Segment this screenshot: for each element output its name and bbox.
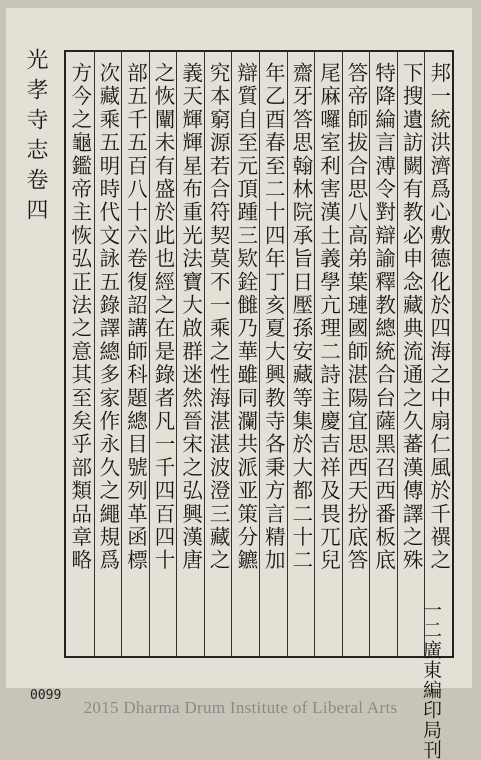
text-column xyxy=(66,52,94,656)
page-number: 0099 xyxy=(30,688,62,703)
text-column xyxy=(94,52,122,656)
text-column xyxy=(204,52,232,656)
column-text: 究本窮源若合符契莫不一乘之性海湛湛波澄三藏之 xyxy=(206,62,231,573)
column-text: 齋牙答思翰林院承旨日壓孫安藏等集於大都二十二 xyxy=(288,62,313,573)
column-text: 尾麻囉室利害漢土義學亢理二詩主慶吉祥及畏兀兒 xyxy=(316,62,341,573)
margin-title: 光孝寺志卷四 xyxy=(23,48,48,228)
column-text: 次藏乘五明時代文詠五錄譯總多家作永久之繩規爲 xyxy=(95,62,120,573)
column-text: 義天輝輝星布重光法寶大啟群迷然晉宋之弘興漢唐 xyxy=(178,62,203,573)
watermark: 2015 Dharma Drum Institute of Liberal Arts xyxy=(83,698,398,717)
column-text: 特降綸言溥令對辯諭釋教總統合台薩黑召西番板底 xyxy=(371,62,396,573)
text-column xyxy=(314,52,342,656)
column-text: 之恢闡未有盛於此也經之在是錄者凡一千四百四十 xyxy=(151,62,176,573)
text-column xyxy=(149,52,177,656)
text-column xyxy=(424,52,452,656)
text-column xyxy=(342,52,370,656)
column-text: 邦一統洪濟爲心敷德化於四海之中扇仁風於千禩之 xyxy=(426,62,451,573)
text-column xyxy=(397,52,425,656)
text-column xyxy=(369,52,397,656)
column-text: 答帝師拔合思八高弟葉璉國師湛陽宜思西天扮底答 xyxy=(344,62,369,573)
text-column xyxy=(231,52,259,656)
text-column xyxy=(259,52,287,656)
text-frame xyxy=(64,50,454,658)
text-column xyxy=(287,52,315,656)
printer-imprint: 一二廣東編印局刊 xyxy=(420,600,442,760)
column-text: 辯質自至元頂踵三欵銓雠乃華雖同瀾共派亚策分鑣 xyxy=(233,62,258,573)
text-column xyxy=(176,52,204,656)
column-text: 部五千五百八十六卷復詔講師科題總目號列革函標 xyxy=(123,62,148,573)
column-text: 下搜遺訪闕有教必申念藏典流通之久蕃漢傳譯之殊 xyxy=(399,62,424,573)
column-text: 年乙酉春至二十四年丁亥夏大興教寺各秉方言精加 xyxy=(261,62,286,573)
scanned-page xyxy=(6,8,472,688)
text-column xyxy=(121,52,149,656)
column-text: 方今之龜鑑帝主恢弘正法之意其至矣乎部類品章略 xyxy=(67,62,92,573)
